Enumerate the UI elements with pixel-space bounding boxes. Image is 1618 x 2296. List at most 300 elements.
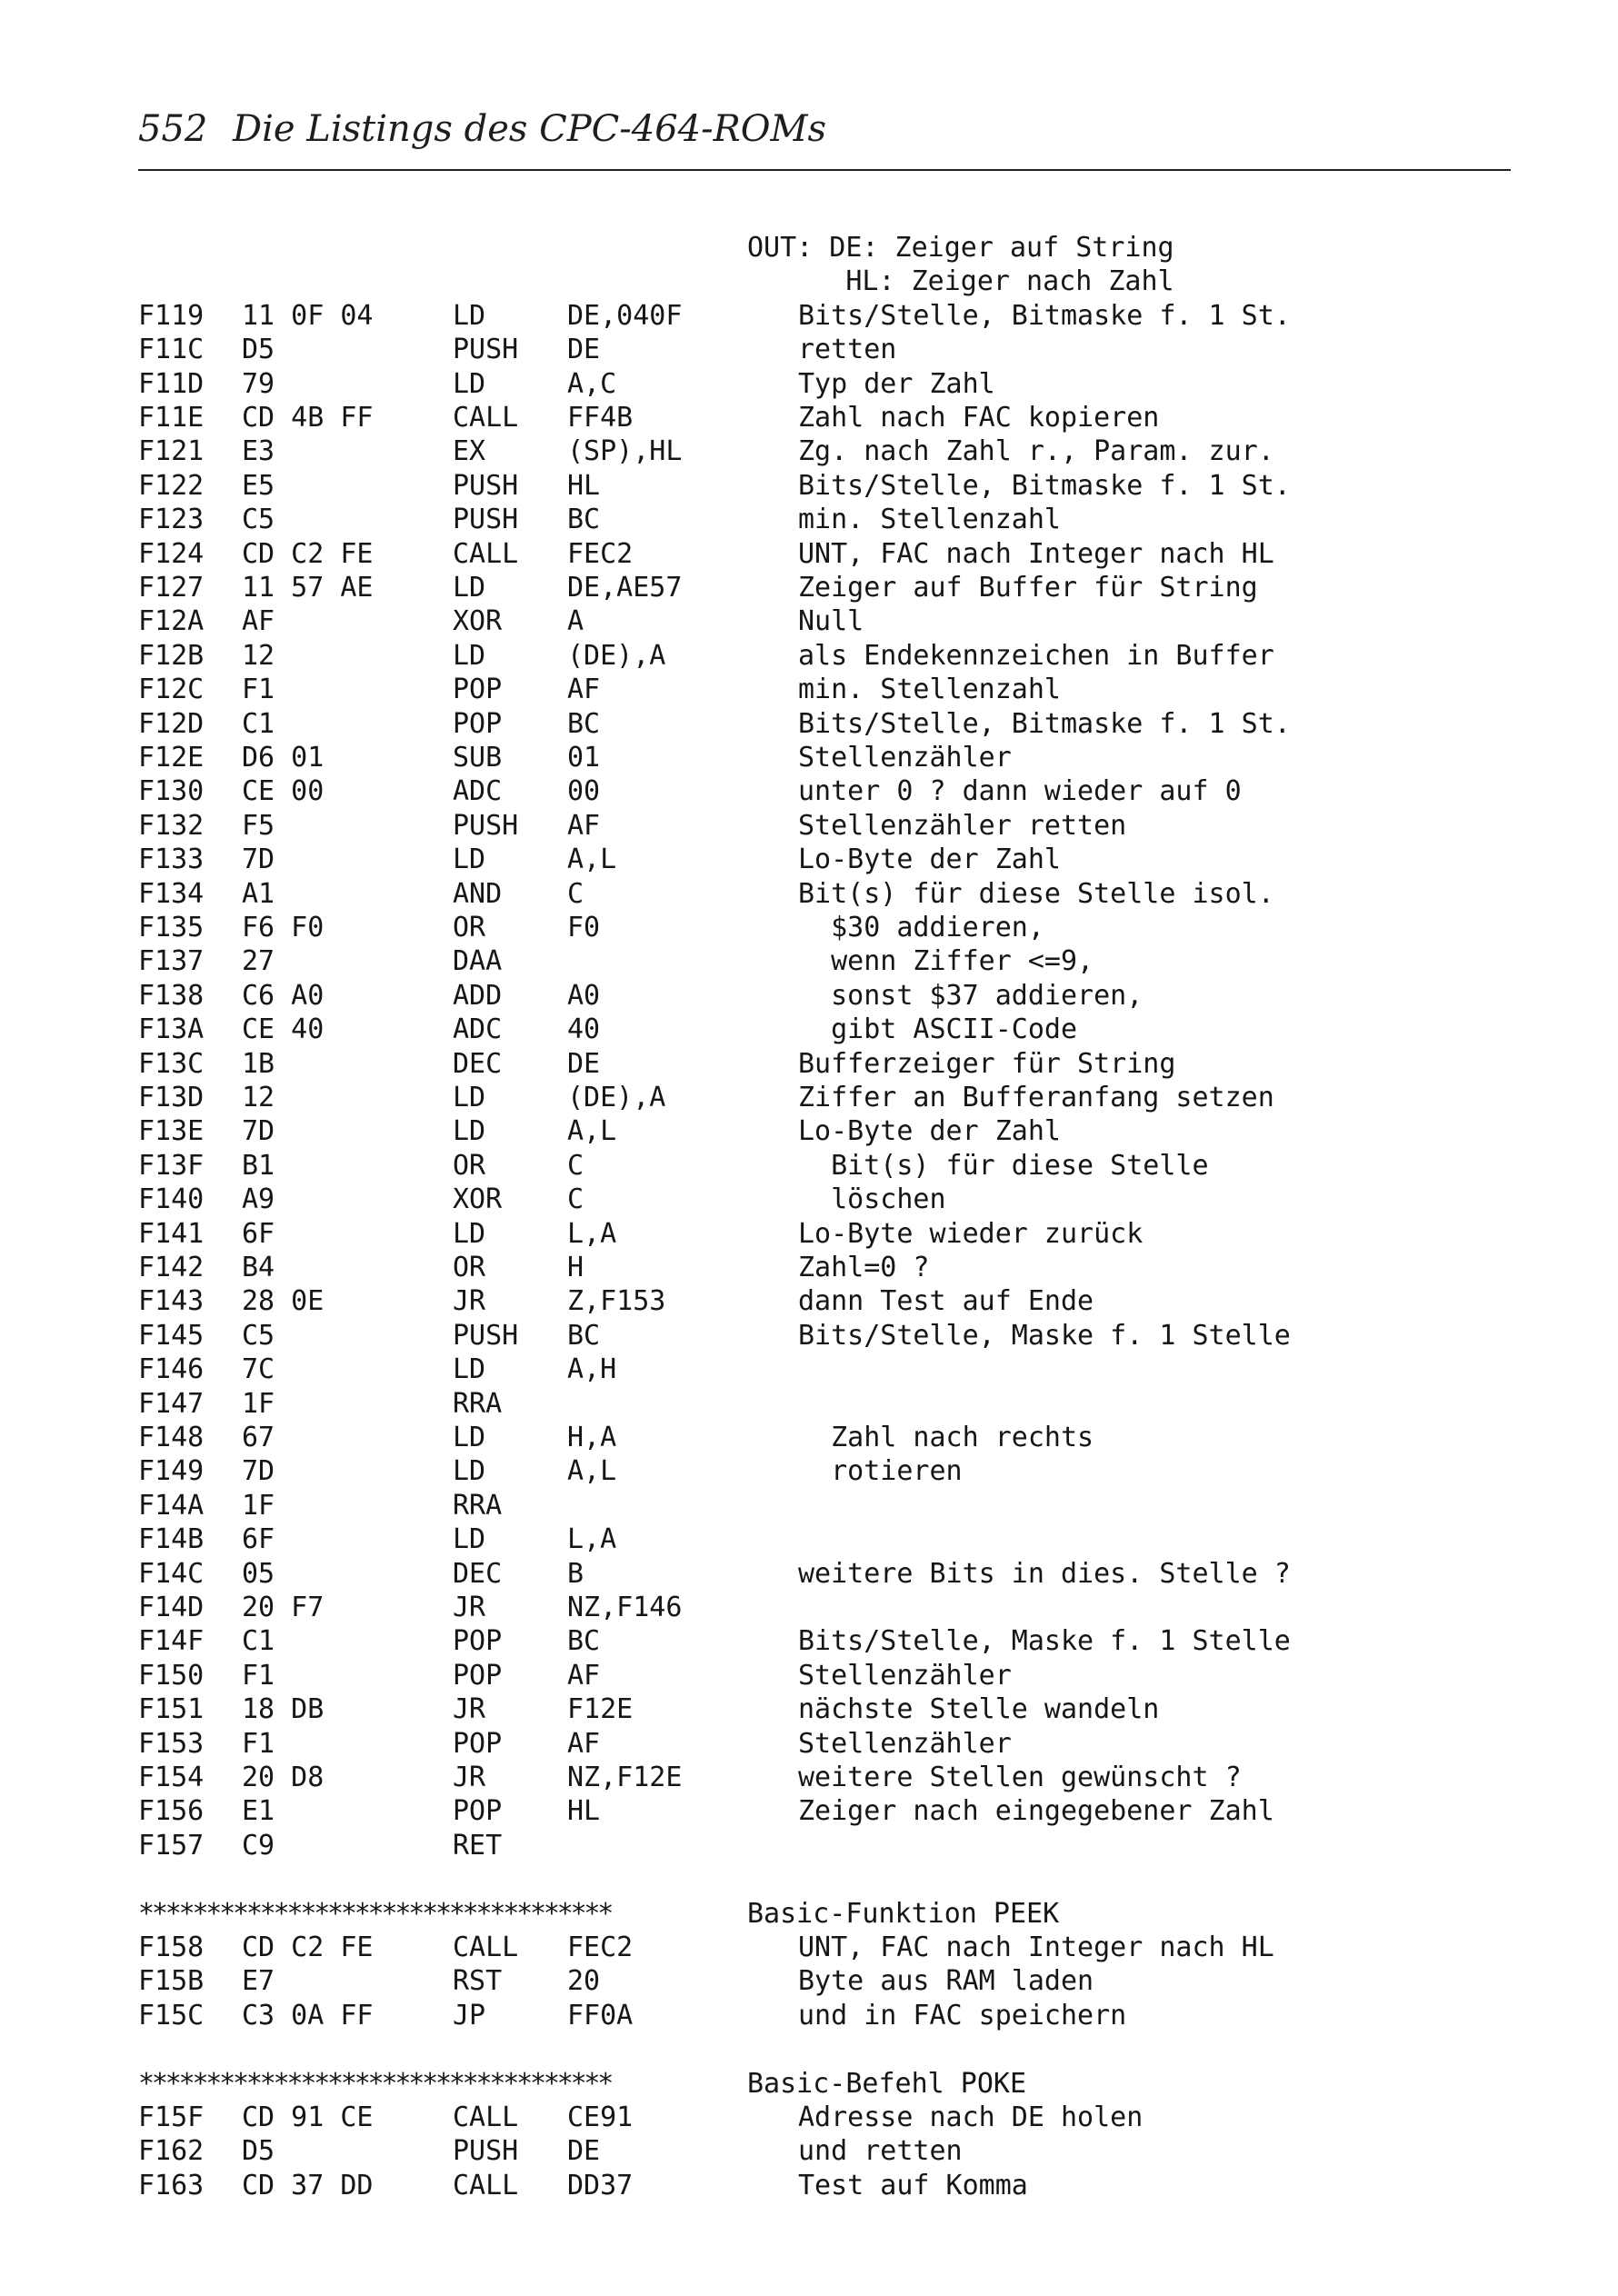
operand: A,L	[567, 844, 617, 876]
operand: (DE),A	[567, 639, 666, 672]
comment: min. Stellenzahl	[798, 674, 1061, 706]
mnemonic: EX	[453, 435, 486, 468]
mnemonic: PUSH	[453, 809, 519, 842]
code-line	[0, 1353, 1618, 1386]
mnemonic: XOR	[453, 1183, 503, 1216]
operand: A,L	[567, 1115, 617, 1148]
mnemonic: PUSH	[453, 334, 519, 366]
mnemonic: OR	[453, 1149, 486, 1182]
address: F12A	[138, 605, 205, 638]
comment: UNT, FAC nach Integer nach HL	[798, 537, 1274, 570]
operand: H,A	[567, 1422, 617, 1453]
opcode-bytes: CD 4B FF	[242, 402, 374, 434]
comment-line	[0, 231, 1618, 265]
operand: L,A	[567, 1523, 617, 1556]
comment: Test auf Komma	[798, 2169, 1028, 2201]
code-line	[0, 1421, 1618, 1454]
mnemonic: JR	[453, 1693, 486, 1726]
section-header	[0, 1897, 1618, 1931]
mnemonic: JR	[453, 1762, 486, 1793]
mnemonic: LD	[453, 844, 486, 876]
operand: FF4B	[567, 402, 634, 434]
comment: nächste Stelle wandeln	[798, 1693, 1160, 1726]
address: F124	[138, 537, 205, 570]
mnemonic: AND	[453, 877, 503, 910]
address: F13D	[138, 1082, 205, 1113]
opcode-bytes: 12	[242, 639, 275, 672]
comment: weitere Stellen gewünscht ?	[798, 1762, 1242, 1793]
mnemonic: POP	[453, 1727, 503, 1760]
header-rule	[138, 169, 1511, 171]
operand: DD37	[567, 2169, 634, 2201]
mnemonic: PUSH	[453, 504, 519, 536]
mnemonic: PUSH	[453, 1319, 519, 1352]
code-line	[0, 1217, 1618, 1251]
opcode-bytes: CD 37 DD	[242, 2169, 374, 2201]
opcode-bytes: CD 91 CE	[242, 2101, 374, 2133]
comment: Bit(s) für diese Stelle isol.	[798, 877, 1274, 910]
address: F15F	[138, 2101, 205, 2133]
opcode-bytes: CE 00	[242, 775, 325, 808]
comment: als Endekennzeichen in Buffer	[798, 639, 1274, 672]
address: F127	[138, 572, 205, 604]
operand: 20	[567, 1965, 601, 1998]
comment: gibt ASCII-Code	[831, 1013, 1078, 1046]
code-line	[0, 774, 1618, 808]
operand: AF	[567, 809, 601, 842]
operand: AF	[567, 1659, 601, 1692]
opcode-bytes: AF	[242, 605, 275, 638]
mnemonic: ADD	[453, 979, 503, 1012]
code-line	[0, 367, 1618, 401]
code-line	[0, 537, 1618, 571]
operand: A0	[567, 979, 601, 1012]
code-line	[0, 1047, 1618, 1081]
operand: C	[567, 1183, 584, 1216]
opcode-bytes: CD C2 FE	[242, 1932, 374, 1963]
comment: Lo-Byte der Zahl	[798, 844, 1061, 876]
address: F119	[138, 299, 205, 332]
mnemonic: JR	[453, 1592, 486, 1623]
code-line	[0, 299, 1618, 333]
address: F13F	[138, 1149, 205, 1182]
address: F11D	[138, 367, 205, 400]
operand: FEC2	[567, 1932, 634, 1963]
address: F151	[138, 1693, 205, 1726]
operand: DE	[567, 2135, 601, 2168]
running-title: Die Listings des CPC-464-ROMs	[233, 108, 827, 150]
opcode-bytes: 67	[242, 1422, 275, 1453]
opcode-bytes: C5	[242, 504, 275, 536]
opcode-bytes: 79	[242, 367, 275, 400]
operand: BC	[567, 504, 601, 536]
operand: (DE),A	[567, 1082, 666, 1113]
opcode-bytes: F5	[242, 809, 275, 842]
comment-line	[0, 265, 1618, 298]
opcode-bytes: E7	[242, 1965, 275, 1998]
opcode-bytes: C1	[242, 1625, 275, 1658]
address: F12B	[138, 639, 205, 672]
code-line	[0, 1319, 1618, 1353]
comment: Bits/Stelle, Bitmaske f. 1 St.	[798, 299, 1291, 332]
code-line	[0, 1727, 1618, 1761]
section-title: Basic-Funktion PEEK	[747, 1897, 1060, 1930]
address: F140	[138, 1183, 205, 1216]
code-line	[0, 333, 1618, 366]
comment: Zg. nach Zahl r., Param. zur.	[798, 435, 1274, 468]
mnemonic: RET	[453, 1829, 503, 1862]
mnemonic: LD	[453, 1217, 486, 1250]
address: F11E	[138, 402, 205, 434]
separator-stars: ***********************************	[138, 1897, 612, 1930]
operand: CE91	[567, 2101, 634, 2133]
opcode-bytes: 6F	[242, 1523, 275, 1556]
code-line	[0, 1454, 1618, 1488]
comment: Byte aus RAM laden	[798, 1965, 1094, 1998]
comment: unter 0 ? dann wieder auf 0	[798, 775, 1242, 808]
address: F11C	[138, 334, 205, 366]
address: F132	[138, 809, 205, 842]
address: F12D	[138, 707, 205, 740]
mnemonic: XOR	[453, 605, 503, 638]
operand: BC	[567, 1625, 601, 1658]
operand: 40	[567, 1013, 601, 1046]
mnemonic: LD	[453, 1422, 486, 1453]
operand: A,C	[567, 367, 617, 400]
operand: H	[567, 1252, 584, 1283]
opcode-bytes: 7D	[242, 1455, 275, 1488]
mnemonic: POP	[453, 1795, 503, 1828]
comment: dann Test auf Ende	[798, 1285, 1094, 1318]
address: F14F	[138, 1625, 205, 1658]
code-line	[0, 571, 1618, 604]
code-line	[0, 469, 1618, 503]
mnemonic: LD	[453, 1082, 486, 1113]
comment: HL: Zeiger nach Zahl	[845, 265, 1174, 298]
mnemonic: LD	[453, 367, 486, 400]
code-line	[0, 1522, 1618, 1556]
code-line	[0, 1931, 1618, 1964]
mnemonic: RST	[453, 1965, 503, 1998]
mnemonic: LD	[453, 1353, 486, 1386]
mnemonic: OR	[453, 1252, 486, 1283]
code-line	[0, 1489, 1618, 1522]
code-line	[0, 1964, 1618, 1998]
comment: Zahl nach rechts	[831, 1422, 1094, 1453]
address: F141	[138, 1217, 205, 1250]
address: F15B	[138, 1965, 205, 1998]
page-header	[138, 102, 1511, 167]
comment: Zeiger nach eingegebener Zahl	[798, 1795, 1274, 1828]
code-line	[0, 843, 1618, 876]
operand: A,H	[567, 1353, 617, 1386]
opcode-bytes: E5	[242, 469, 275, 502]
address: F15C	[138, 1999, 205, 2031]
mnemonic: CALL	[453, 402, 519, 434]
operand: DE,AE57	[567, 572, 683, 604]
comment: Zeiger auf Buffer für String	[798, 572, 1258, 604]
opcode-bytes: 7D	[242, 844, 275, 876]
comment: retten	[798, 334, 897, 366]
page-number: 552	[138, 108, 208, 150]
operand: DE	[567, 334, 601, 366]
opcode-bytes: D6 01	[242, 742, 325, 774]
address: F133	[138, 844, 205, 876]
code-line	[0, 1149, 1618, 1183]
address: F14C	[138, 1557, 205, 1590]
code-line	[0, 1794, 1618, 1828]
address: F134	[138, 877, 205, 910]
operand: FF0A	[567, 1999, 634, 2031]
code-line	[0, 1692, 1618, 1726]
mnemonic: CALL	[453, 2169, 519, 2201]
comment: Bit(s) für diese Stelle	[831, 1149, 1209, 1182]
opcode-bytes: 11 57 AE	[242, 572, 374, 604]
operand: 01	[567, 742, 601, 774]
comment: Lo-Byte der Zahl	[798, 1115, 1061, 1148]
code-line	[0, 673, 1618, 706]
opcode-bytes: 18 DB	[242, 1693, 325, 1726]
code-line	[0, 1761, 1618, 1794]
address: F145	[138, 1319, 205, 1352]
mnemonic: OR	[453, 912, 486, 943]
comment: UNT, FAC nach Integer nach HL	[798, 1932, 1274, 1963]
address: F138	[138, 979, 205, 1012]
mnemonic: POP	[453, 1625, 503, 1658]
opcode-bytes: F1	[242, 1659, 275, 1692]
code-line	[0, 1251, 1618, 1284]
code-line	[0, 1387, 1618, 1421]
code-line	[0, 2101, 1618, 2134]
code-line	[0, 1999, 1618, 2032]
code-line	[0, 944, 1618, 978]
mnemonic: LD	[453, 1455, 486, 1488]
opcode-bytes: CE 40	[242, 1013, 325, 1046]
operand: HL	[567, 469, 601, 502]
mnemonic: CALL	[453, 2101, 519, 2133]
mnemonic: LD	[453, 1523, 486, 1556]
opcode-bytes: 11 0F 04	[242, 299, 374, 332]
opcode-bytes: C3 0A FF	[242, 1999, 374, 2031]
code-line	[0, 809, 1618, 843]
comment: Adresse nach DE holen	[798, 2101, 1144, 2133]
opcode-bytes: D5	[242, 2135, 275, 2168]
opcode-bytes: F1	[242, 674, 275, 706]
address: F149	[138, 1455, 205, 1488]
opcode-bytes: E1	[242, 1795, 275, 1828]
mnemonic: POP	[453, 707, 503, 740]
opcode-bytes: F6 F0	[242, 912, 325, 943]
comment: Bits/Stelle, Bitmaske f. 1 St.	[798, 469, 1291, 502]
operand: NZ,F146	[567, 1592, 683, 1623]
mnemonic: SUB	[453, 742, 503, 774]
code-line	[0, 1624, 1618, 1658]
opcode-bytes: 1F	[242, 1387, 275, 1420]
address: F13A	[138, 1013, 205, 1046]
code-line	[0, 2169, 1618, 2202]
address: F123	[138, 504, 205, 536]
operand: FEC2	[567, 537, 634, 570]
operand: F12E	[567, 1693, 634, 1726]
address: F14A	[138, 1489, 205, 1522]
operand: DE,040F	[567, 299, 683, 332]
comment: und retten	[798, 2135, 963, 2168]
comment: Stellenzähler	[798, 1727, 1012, 1760]
comment: weitere Bits in dies. Stelle ?	[798, 1557, 1291, 1590]
opcode-bytes: 7D	[242, 1115, 275, 1148]
operand: A	[567, 605, 584, 638]
code-line	[0, 1183, 1618, 1216]
code-line	[0, 1829, 1618, 1862]
address: F135	[138, 912, 205, 943]
address: F12E	[138, 742, 205, 774]
comment: Zahl=0 ?	[798, 1252, 930, 1283]
opcode-bytes: C9	[242, 1829, 275, 1862]
mnemonic: PUSH	[453, 2135, 519, 2168]
operand: A,L	[567, 1455, 617, 1488]
address: F12C	[138, 674, 205, 706]
mnemonic: LD	[453, 572, 486, 604]
comment: min. Stellenzahl	[798, 504, 1061, 536]
opcode-bytes: A1	[242, 877, 275, 910]
comment: Stellenzähler retten	[798, 809, 1127, 842]
address: F13C	[138, 1047, 205, 1080]
operand: (SP),HL	[567, 435, 683, 468]
code-line	[0, 1114, 1618, 1148]
comment: und in FAC speichern	[798, 1999, 1127, 2031]
opcode-bytes: B4	[242, 1252, 275, 1283]
operand: L,A	[567, 1217, 617, 1250]
section-title: Basic-Befehl POKE	[747, 2067, 1027, 2100]
comment: Lo-Byte wieder zurück	[798, 1217, 1144, 1250]
address: F13E	[138, 1115, 205, 1148]
address: F143	[138, 1285, 205, 1318]
code-line	[0, 2134, 1618, 2168]
opcode-bytes: 1B	[242, 1047, 275, 1080]
address: F156	[138, 1795, 205, 1828]
comment: Bits/Stelle, Maske f. 1 Stelle	[798, 1625, 1291, 1658]
operand: 00	[567, 775, 601, 808]
mnemonic: POP	[453, 674, 503, 706]
address: F158	[138, 1932, 205, 1963]
code-line	[0, 1591, 1618, 1624]
address: F147	[138, 1387, 205, 1420]
address: F154	[138, 1762, 205, 1793]
code-line	[0, 604, 1618, 638]
address: F157	[138, 1829, 205, 1862]
mnemonic: CALL	[453, 1932, 519, 1963]
mnemonic: ADC	[453, 775, 503, 808]
operand: BC	[567, 1319, 601, 1352]
mnemonic: DEC	[453, 1047, 503, 1080]
opcode-bytes: D5	[242, 334, 275, 366]
operand: AF	[567, 1727, 601, 1760]
code-line	[0, 1013, 1618, 1046]
mnemonic: ADC	[453, 1013, 503, 1046]
code-line	[0, 1557, 1618, 1591]
mnemonic: LD	[453, 1115, 486, 1148]
operand: C	[567, 1149, 584, 1182]
mnemonic: LD	[453, 639, 486, 672]
code-line	[0, 401, 1618, 434]
operand: HL	[567, 1795, 601, 1828]
mnemonic: JP	[453, 1999, 486, 2031]
opcode-bytes: 6F	[242, 1217, 275, 1250]
code-line	[0, 639, 1618, 673]
code-line	[0, 741, 1618, 774]
operand: NZ,F12E	[567, 1762, 683, 1793]
comment: Stellenzähler	[798, 1659, 1012, 1692]
comment: Zahl nach FAC kopieren	[798, 402, 1160, 434]
mnemonic: CALL	[453, 537, 519, 570]
comment: rotieren	[831, 1455, 963, 1488]
mnemonic: JR	[453, 1285, 486, 1318]
separator-stars: ***********************************	[138, 2067, 612, 2100]
code-line	[0, 1659, 1618, 1692]
opcode-bytes: 12	[242, 1082, 275, 1113]
opcode-bytes: 1F	[242, 1489, 275, 1522]
opcode-bytes: C5	[242, 1319, 275, 1352]
opcode-bytes: 28 0E	[242, 1285, 325, 1318]
address: F146	[138, 1353, 205, 1386]
comment: Bits/Stelle, Bitmaske f. 1 St.	[798, 707, 1291, 740]
address: F162	[138, 2135, 205, 2168]
code-line	[0, 503, 1618, 536]
address: F122	[138, 469, 205, 502]
operand: F0	[567, 912, 601, 943]
operand: BC	[567, 707, 601, 740]
code-line	[0, 979, 1618, 1013]
comment: Stellenzähler	[798, 742, 1012, 774]
opcode-bytes: A9	[242, 1183, 275, 1216]
address: F150	[138, 1659, 205, 1692]
operand: C	[567, 877, 584, 910]
operand: AF	[567, 674, 601, 706]
opcode-bytes: 05	[242, 1557, 275, 1590]
comment: $30 addieren,	[831, 912, 1044, 943]
opcode-bytes: 20 D8	[242, 1762, 325, 1793]
opcode-bytes: CD C2 FE	[242, 537, 374, 570]
operand: DE	[567, 1047, 601, 1080]
code-line	[0, 1284, 1618, 1318]
address: F14B	[138, 1523, 205, 1556]
code-line	[0, 911, 1618, 944]
code-line	[0, 434, 1618, 468]
mnemonic: DAA	[453, 945, 503, 978]
comment: sonst $37 addieren,	[831, 979, 1144, 1012]
opcode-bytes: C6 A0	[242, 979, 325, 1012]
opcode-bytes: 7C	[242, 1353, 275, 1386]
opcode-bytes: 27	[242, 945, 275, 978]
comment: OUT: DE: Zeiger auf String	[747, 232, 1174, 264]
mnemonic: RRA	[453, 1387, 503, 1420]
comment: löschen	[831, 1183, 946, 1216]
mnemonic: RRA	[453, 1489, 503, 1522]
code-line	[0, 877, 1618, 911]
comment: Bufferzeiger für String	[798, 1047, 1176, 1080]
address: F14D	[138, 1592, 205, 1623]
comment: Bits/Stelle, Maske f. 1 Stelle	[798, 1319, 1291, 1352]
opcode-bytes: F1	[242, 1727, 275, 1760]
opcode-bytes: 20 F7	[242, 1592, 325, 1623]
comment: wenn Ziffer <=9,	[831, 945, 1094, 978]
code-line	[0, 707, 1618, 741]
operand: Z,F153	[567, 1285, 666, 1318]
address: F137	[138, 945, 205, 978]
section-header	[0, 2067, 1618, 2101]
opcode-bytes: E3	[242, 435, 275, 468]
address: F121	[138, 435, 205, 468]
